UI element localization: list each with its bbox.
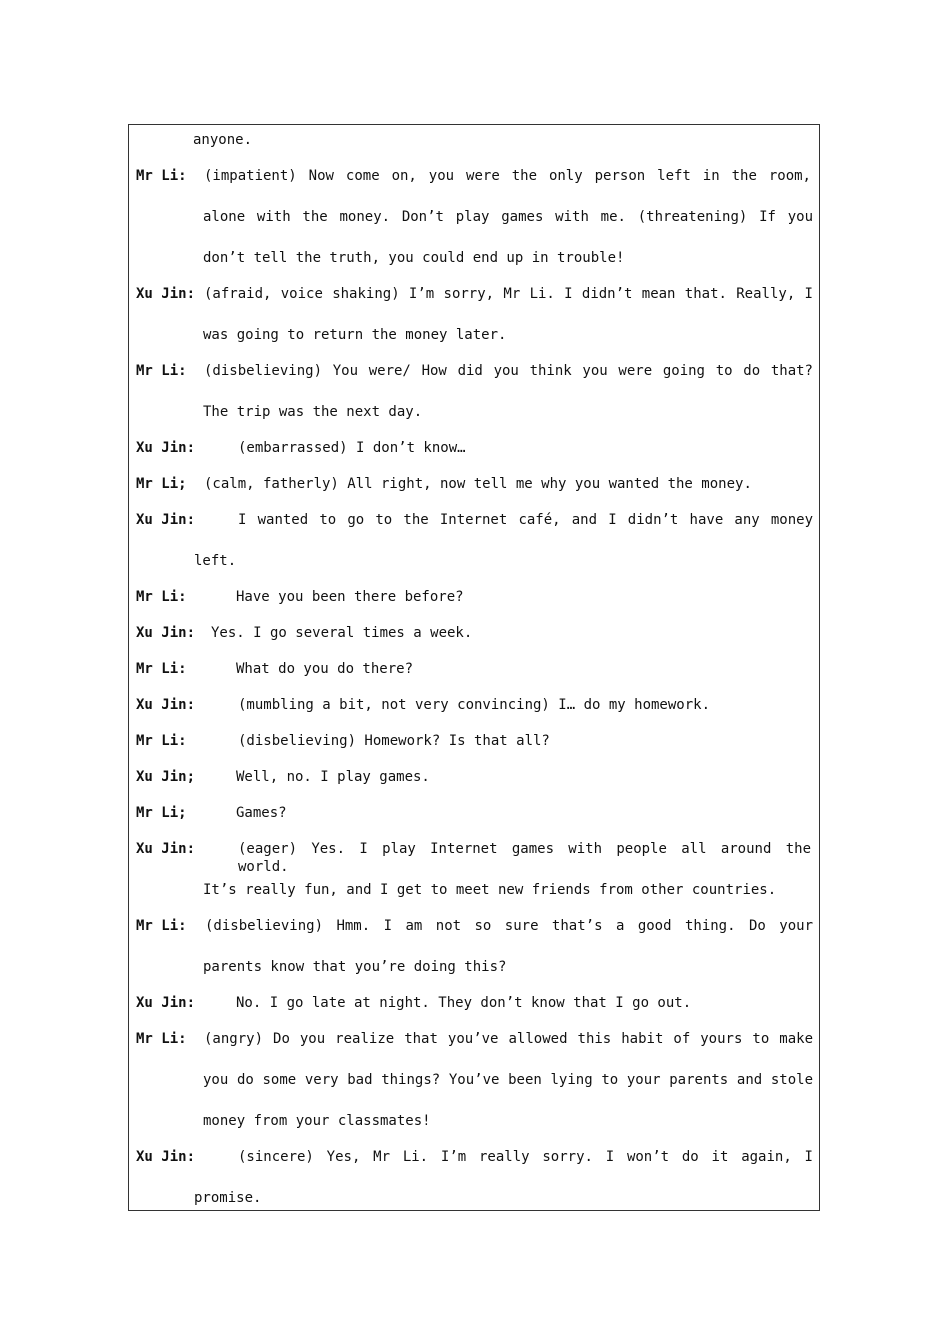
speaker-label: Xu Jin: — [136, 286, 196, 302]
dialogue-line: I wanted to go to the Internet café, and I didn’t have any money — [238, 512, 813, 528]
dialogue-continuation: promise. — [194, 1190, 262, 1206]
dialogue-continuation: don’t tell the truth, you could end up in trouble! — [203, 250, 625, 266]
speaker-label: Mr Li: — [136, 733, 187, 749]
dialogue-line: No. I go late at night. They don’t know that I go out. — [236, 995, 692, 1011]
dialogue-line: (sincere) Yes, Mr Li. I’m really sorry. I won’t do it again, I — [238, 1149, 813, 1165]
dialogue-line: (disbelieving) You were/ How did you think you were going to do that? — [204, 363, 813, 379]
dialogue-line: What do you do there? — [236, 661, 414, 677]
dialogue-continuation: anyone. — [193, 132, 253, 148]
speaker-label: Mr Li: — [136, 1031, 187, 1047]
speaker-label: Xu Jin: — [136, 1149, 196, 1165]
dialogue-line: (impatient) Now come on, you were the only person left in the room, — [204, 168, 811, 184]
dialogue-line: Have you been there before? — [236, 589, 464, 605]
speaker-label: Mr Li; — [136, 805, 187, 821]
speaker-label: Xu Jin: — [136, 841, 196, 857]
dialogue-line: (eager) Yes. I play Internet games with people all around the world. — [238, 841, 811, 875]
speaker-label: Mr Li: — [136, 589, 187, 605]
speaker-label: Xu Jin; — [136, 769, 196, 785]
dialogue-line: Games? — [236, 805, 287, 821]
dialogue-line: Well, no. I play games. — [236, 769, 430, 785]
speaker-label: Mr Li: — [136, 661, 187, 677]
speaker-label: Xu Jin: — [136, 995, 196, 1011]
speaker-label: Mr Li: — [136, 363, 187, 379]
dialogue-line: (embarrassed) I don’t know… — [238, 440, 466, 456]
speaker-label: Mr Li; — [136, 476, 187, 492]
dialogue-continuation: The trip was the next day. — [203, 404, 423, 420]
dialogue-continuation: you do some very bad things? You’ve been lying to your parents and stole — [203, 1072, 813, 1088]
dialogue-continuation: It’s really fun, and I get to meet new friends from other countries. — [203, 882, 777, 898]
dialogue-continuation: left. — [194, 553, 237, 569]
speaker-label: Xu Jin: — [136, 512, 196, 528]
dialogue-continuation: money from your classmates! — [203, 1113, 431, 1129]
dialogue-line: Yes. I go several times a week. — [211, 625, 473, 641]
speaker-label: Xu Jin: — [136, 625, 196, 641]
speaker-label: Mr Li: — [136, 918, 187, 934]
dialogue-line: (disbelieving) Homework? Is that all? — [238, 733, 550, 749]
dialogue-line: (disbelieving) Hmm. I am not so sure that’s a good thing. Do your — [205, 918, 813, 934]
dialogue-line: (angry) Do you realize that you’ve allowed this habit of yours to make — [204, 1031, 813, 1047]
speaker-label: Mr Li: — [136, 168, 187, 184]
dialogue-line: (afraid, voice shaking) I’m sorry, Mr Li. I didn’t mean that. Really, I — [204, 286, 813, 302]
dialogue-continuation: alone with the money. Don’t play games with me. (threatening) If you — [203, 209, 813, 225]
dialogue-continuation: was going to return the money later. — [203, 327, 507, 343]
speaker-label: Xu Jin: — [136, 697, 196, 713]
dialogue-continuation: parents know that you’re doing this? — [203, 959, 507, 975]
speaker-label: Xu Jin: — [136, 440, 196, 456]
dialogue-line: (calm, fatherly) All right, now tell me why you wanted the money. — [204, 476, 752, 492]
dialogue-line: (mumbling a bit, not very convincing) I… do my homework. — [238, 697, 711, 713]
